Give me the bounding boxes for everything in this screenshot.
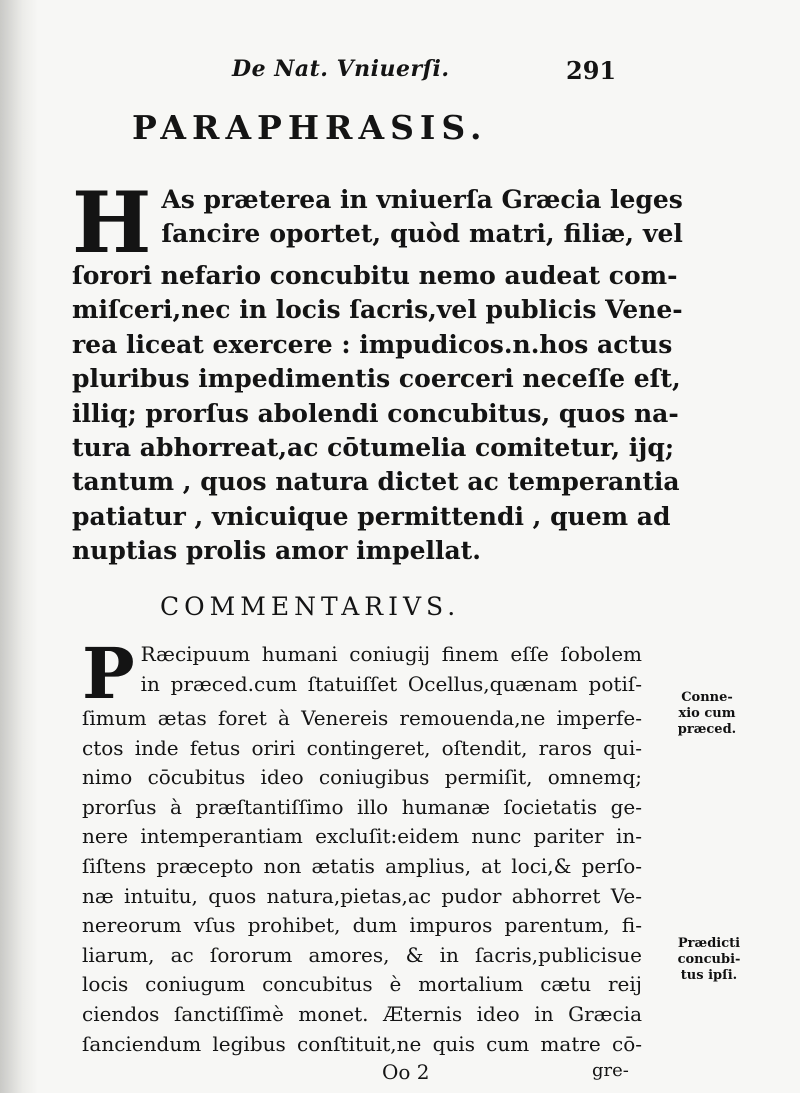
text-line: miſceri,nec in locis ſacris,vel publicis Vene- <box>72 295 683 325</box>
paraphrasis-opening <box>72 173 683 272</box>
text-line: nuptias prolis amor impellat. <box>72 536 481 566</box>
commentarius-heading: COMMENTARIVS. <box>160 592 461 621</box>
text-line: nereorum vſus prohibet, dum impuros parentum, fi- <box>82 913 642 938</box>
text-line: ſanciendum legibus conſtituit,ne quis cum matre cō- <box>82 1031 642 1056</box>
margin-note-connexio: Conne- xio cum præced. <box>677 690 737 737</box>
text-line: nimo cōcubitus ideo coniugibus permiſit, omnemq; <box>82 765 642 790</box>
text-line: Ræcipuum humani coniugij finem eſſe ſobolem <box>140 642 642 666</box>
text-line: illiq; prorſus abolendi concubitus, quos na- <box>72 398 679 428</box>
drop-cap-h: H <box>72 173 152 272</box>
text-line: tura abhorreat,ac cōtumelia comitetur, ijq; <box>72 433 675 463</box>
text-line: ctos inde fetus oriri contingeret, oſtendit, raros qui- <box>82 735 642 760</box>
paraphrasis-heading: PARAPHRASIS. <box>132 108 488 147</box>
text-line: tantum , quos natura dictet ac temperantia <box>72 467 680 497</box>
text-line: locis coniugum concubitus è mortalium cætu reij <box>82 972 642 997</box>
text-line: prorſus à præſtantiſſimo illo humanæ ſocietatis ge- <box>82 794 642 819</box>
text-line: ſiſtens præcepto non ætatis amplius, at loci,& perſo- <box>82 853 642 878</box>
page-number: 291 <box>566 56 617 85</box>
text-line: ſorori nefario concubitu nemo audeat com- <box>72 261 678 290</box>
text-line: næ intuitu, quos natura,pietas,ac pudor abhorret Ve- <box>82 883 642 908</box>
text-line: ciendos ſanctiſſimè monet. Æternis ideo in Græcia <box>82 1001 642 1026</box>
catchword: gre- <box>592 1060 629 1081</box>
text-line: nere intemperantiam excluſit:eidem nunc pariter in- <box>82 824 642 849</box>
text-line: rea liceat exercere : impudicos.n.hos actus <box>72 329 673 359</box>
text-line: pluribus impedimentis coerceri neceſſe eſt, <box>72 364 681 394</box>
commentarius-text <box>82 632 642 1059</box>
text-line: in præced.cum ſtatuiſſet Ocellus,quænam potiſ- <box>140 671 642 696</box>
text-line: patiatur , vnicuique permittendi , quem ad <box>72 501 671 531</box>
margin-note-praedicti: Prædicti concubi- tus ipſi. <box>677 936 741 983</box>
paraphrasis-text <box>72 173 683 569</box>
commentarius-opening <box>82 632 642 715</box>
text-line: As præterea in vniuerſa Græcia leges <box>161 185 683 214</box>
drop-cap-p: P <box>82 632 135 715</box>
signature-mark: Oo 2 <box>382 1060 430 1084</box>
page-gutter-shadow <box>0 0 38 1093</box>
text-line: liarum, ac ſororum amores, & in ſacris,publicisue <box>82 942 642 967</box>
text-line: ſancire oportet, quòd matri, filiæ, vel <box>161 219 683 249</box>
text-line: ſimum ætas foret à Venereis remouenda,ne imperfe- <box>82 706 642 730</box>
running-head: De Nat. Vniuerſi. <box>232 56 450 82</box>
